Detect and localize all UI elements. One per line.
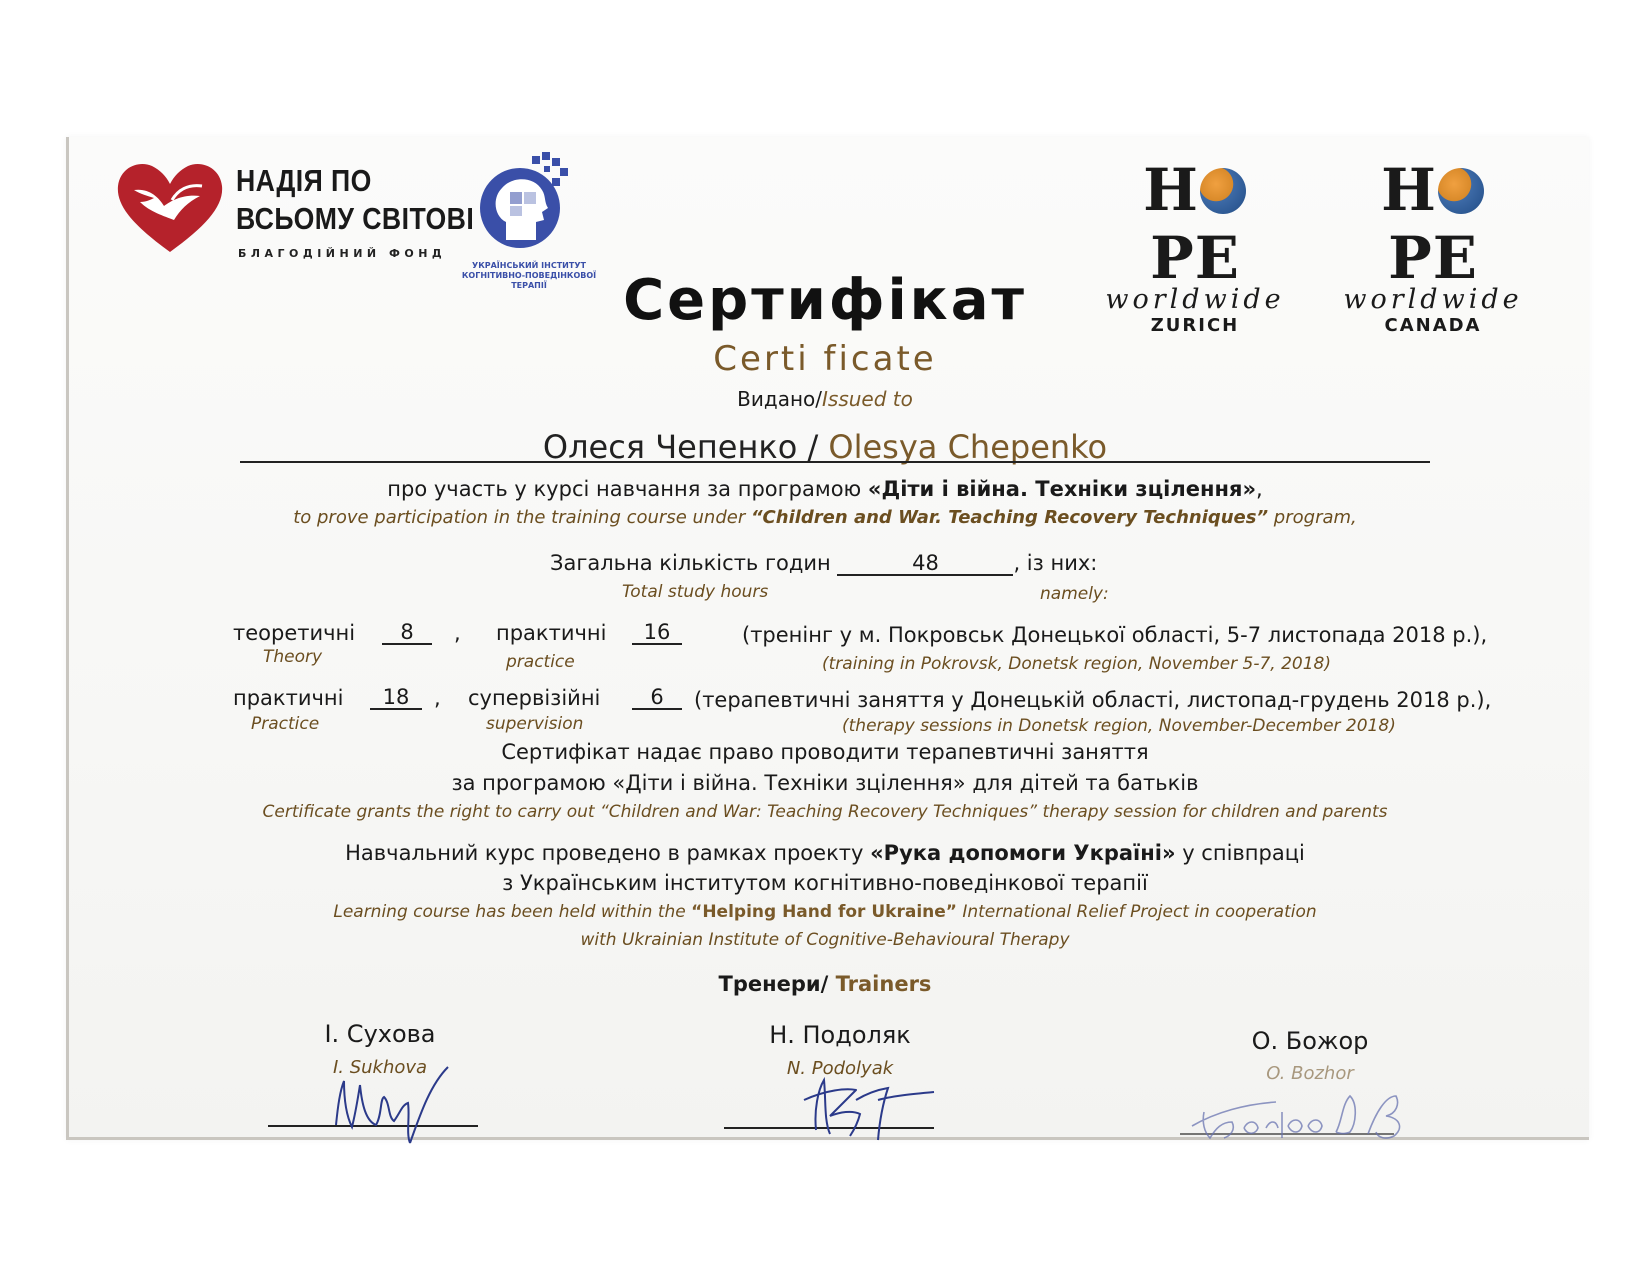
comma: , <box>454 621 461 645</box>
project-en-line1: Learning course has been held within the “Helping Hand for Ukraine” International Relief Project in cooperation <box>333 902 1317 922</box>
practical-label: практичні <box>496 621 607 645</box>
hope-canada-logo: HPE worldwide CANADA <box>1343 156 1523 336</box>
practice-label: практичні <box>233 686 344 710</box>
nadia-logo-title <box>236 162 474 238</box>
signature-mark <box>1186 1082 1446 1144</box>
issued-to-label: Видано/Issued to <box>737 387 913 411</box>
rights-uk-line2: за програмою «Діти і війна. Техніки зцілення» для дітей та батьків <box>451 771 1199 795</box>
project-uk-line2: з Українським інститутом когнітивно-поведінкової терапії <box>502 871 1148 895</box>
therapy-note-uk: (терапевтичні заняття у Донецькій області, листопад-грудень 2018 р.), <box>694 688 1492 712</box>
recipient-name: Олеся Чепенко / Olesya Chepenko <box>542 428 1108 466</box>
total-hours-row: Загальна кількість годин 48 , із них: <box>550 551 1098 575</box>
practice-en: Practice <box>251 714 320 734</box>
supervision-label: супервізійні <box>468 686 601 710</box>
trainer-name-en: O. Bozhor <box>1266 1063 1354 1084</box>
nadia-logo-subtitle: БЛАГОДІЙНИЙ ФОНД <box>238 247 447 260</box>
trainers-label: Тренери/ Trainers <box>718 972 932 996</box>
project-en-line2: with Ukrainian Institute of Cognitive-Behavioural Therapy <box>580 930 1070 950</box>
participation-en: to prove participation in the training course under “Children and War. Teaching Recovery Techniques” program, <box>293 507 1357 528</box>
trainer-name: І. Сухова <box>324 1020 436 1048</box>
globe-icon <box>1438 168 1484 214</box>
hope-zurich-logo: HPE worldwide ZURICH <box>1105 156 1285 336</box>
recipient-underline <box>240 461 1430 463</box>
rights-uk-line1: Сертифікат надає право проводити терапевтичні заняття <box>501 740 1149 764</box>
theory-label: теоретичні <box>233 621 356 645</box>
supervision-en: supervision <box>486 714 584 734</box>
practical-value: 16 <box>632 621 682 645</box>
certificate-title: Сертифікат <box>623 268 1027 333</box>
institute-head-icon <box>476 150 586 258</box>
rights-en: Certificate grants the right to carry out “Children and War: Teaching Recovery Techniques” therapy session for children and parents <box>262 802 1388 822</box>
supervision-value: 6 <box>632 686 682 710</box>
institute-logo-text: УКРАЇНСЬКИЙ ІНСТИТУТ КОГНІТИВНО-ПОВЕДІНКОВОЇ ТЕРАПІЇ <box>461 261 597 290</box>
theory-value: 8 <box>382 621 432 645</box>
nadia-line2: ВСЬОМУ СВІТОВІ <box>236 201 475 236</box>
certificate-title-en: Certi ficate <box>713 339 937 379</box>
participation-uk: про участь у курсі навчання за програмою «Діти і війна. Техніки зцілення», <box>387 477 1263 501</box>
total-hours-en: Total study hours <box>622 582 769 602</box>
trainer-name-en: I. Sukhova <box>332 1057 428 1078</box>
training-note-en: (training in Pokrovsk, Donetsk region, November 5-7, 2018) <box>822 654 1332 674</box>
theory-en: Theory <box>263 647 323 667</box>
heart-dove-icon <box>114 160 226 256</box>
comma: , <box>434 686 441 710</box>
signature-mark <box>330 1055 460 1145</box>
project-uk-line1: Навчальний курс проведено в рамках проекту «Рука допомоги Україні» у співпраці <box>345 841 1305 865</box>
practice-value: 18 <box>370 686 422 710</box>
signature-mark <box>796 1060 936 1145</box>
globe-icon <box>1200 168 1246 214</box>
total-hours-value: 48 <box>837 552 1013 576</box>
training-note-uk: (тренінг у м. Покровськ Донецької області, 5-7 листопада 2018 р.), <box>742 623 1488 647</box>
therapy-note-en: (therapy sessions in Donetsk region, November-December 2018) <box>842 716 1396 736</box>
namely-en: namely: <box>1040 584 1109 604</box>
trainer-name-en: N. Podolyak <box>786 1058 894 1079</box>
nadia-line1: НАДІЯ ПО <box>236 163 372 198</box>
practical-en: practice <box>506 652 575 672</box>
trainer-name: Н. Подоляк <box>769 1021 911 1049</box>
trainer-name: О. Божор <box>1251 1027 1369 1055</box>
